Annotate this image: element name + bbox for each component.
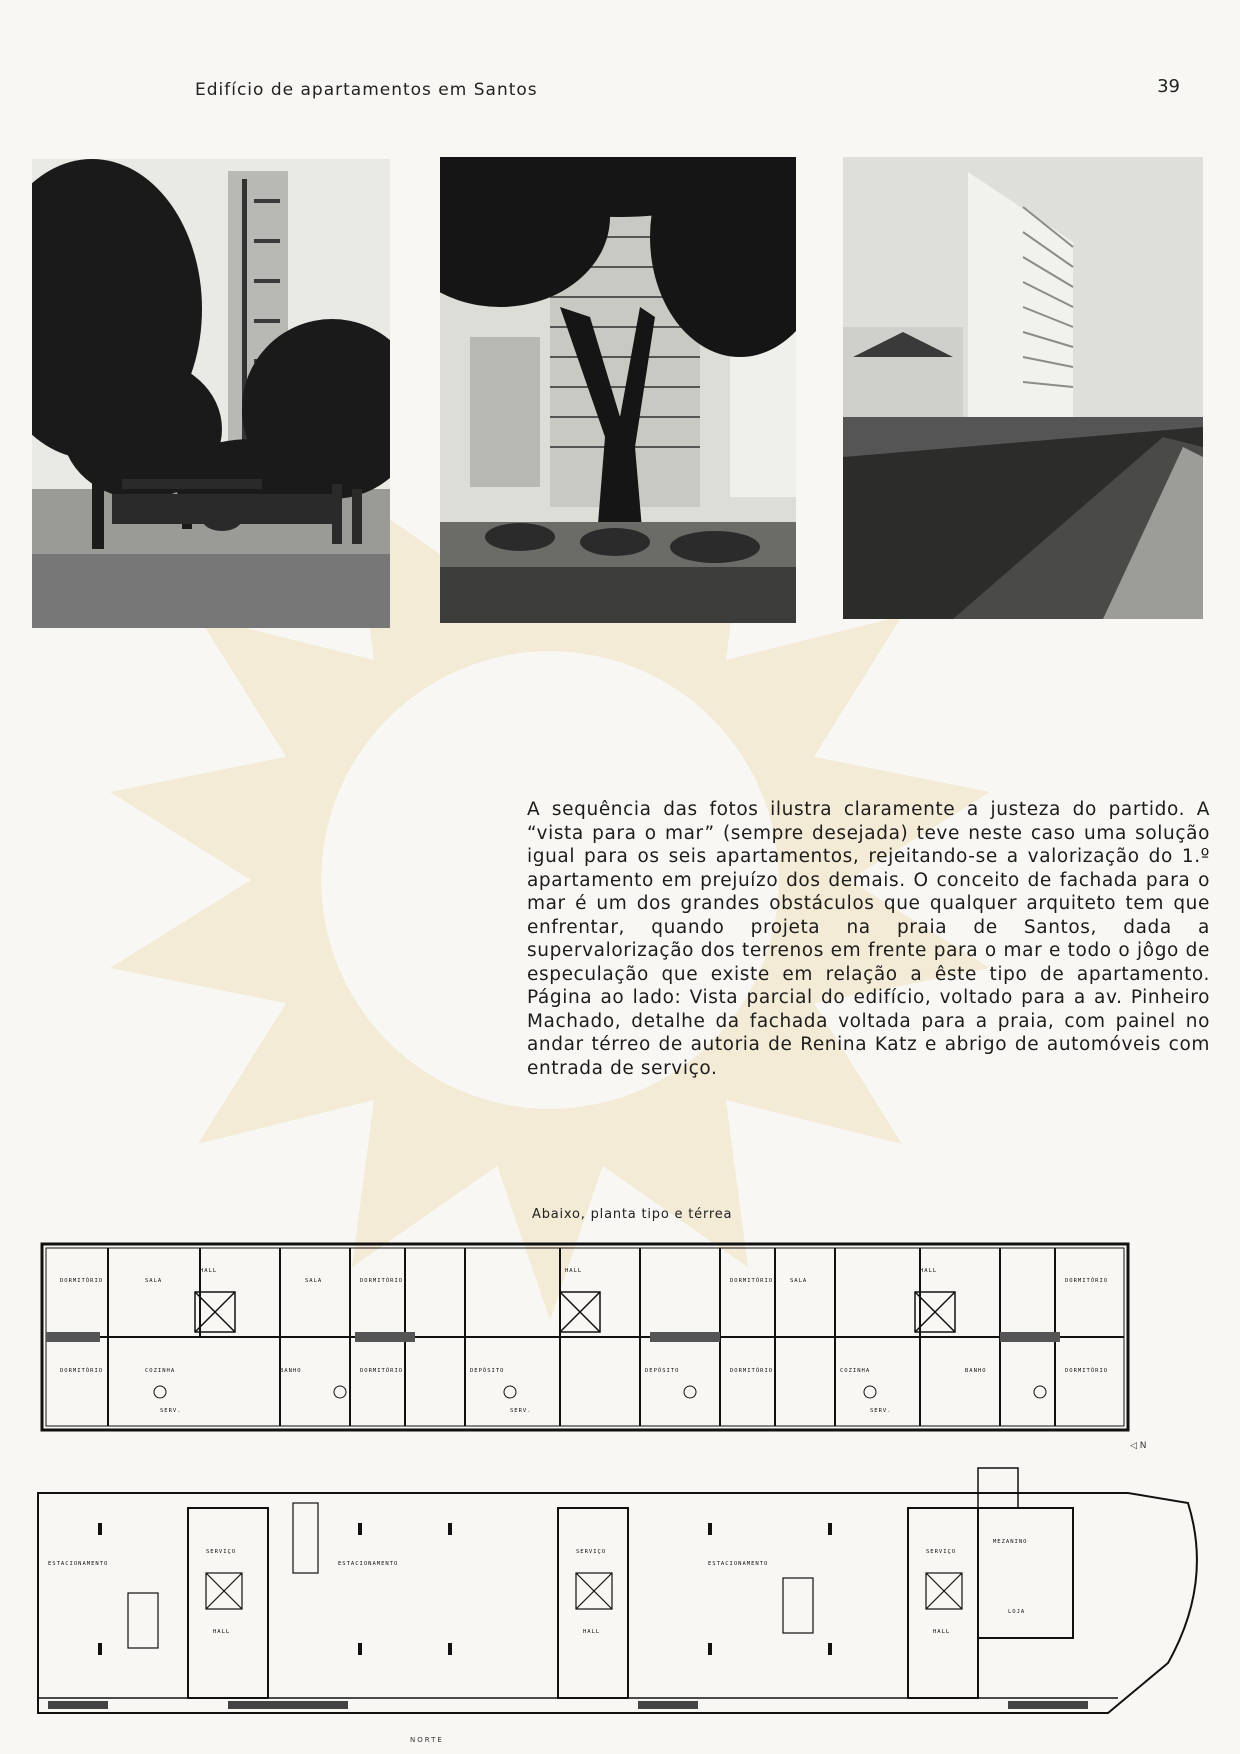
photo-building-canal (843, 157, 1203, 619)
room-label: BANHO (965, 1368, 987, 1374)
room-label: MEZANINO (993, 1539, 1028, 1545)
room-label: ESTACIONAMENTO (708, 1561, 769, 1567)
room-label: SERV. (160, 1408, 182, 1414)
plans-caption: Abaixo, planta tipo e térrea (532, 1207, 733, 1222)
north-arrow: ◁ N (1130, 1441, 1147, 1451)
room-label: DORMITÓRIO (360, 1278, 404, 1284)
typical-floor-plan (40, 1242, 1130, 1432)
room-label: DORMITÓRIO (60, 1278, 104, 1284)
room-label: SERV. (510, 1408, 532, 1414)
room-label: HALL (933, 1629, 951, 1635)
room-label: DORMITÓRIO (730, 1278, 774, 1284)
room-label: SERVIÇO (206, 1549, 237, 1555)
compass-label: NORTE (410, 1736, 444, 1744)
room-label: SERVIÇO (576, 1549, 607, 1555)
room-label: SERVIÇO (926, 1549, 957, 1555)
room-label: ESTACIONAMENTO (48, 1561, 109, 1567)
room-label: ESTACIONAMENTO (338, 1561, 399, 1567)
room-label: COZINHA (145, 1368, 176, 1374)
room-label: HALL (565, 1268, 583, 1274)
room-label: DORMITÓRIO (1065, 1368, 1109, 1374)
ground-floor-plan (28, 1463, 1238, 1738)
room-label: SALA (145, 1278, 163, 1284)
room-label: DORMITÓRIO (60, 1368, 104, 1374)
room-label: HALL (920, 1268, 938, 1274)
room-label: DORMITÓRIO (1065, 1278, 1109, 1284)
room-label: COZINHA (840, 1368, 871, 1374)
photo-tower-plaza (32, 159, 390, 628)
room-label: SERV. (870, 1408, 892, 1414)
room-label: HALL (213, 1629, 231, 1635)
room-label: DEPÓSITO (645, 1368, 680, 1374)
page-number: 39 (1157, 76, 1180, 97)
room-label: HALL (583, 1629, 601, 1635)
room-label: DORMITÓRIO (360, 1368, 404, 1374)
photo-tree-facade (440, 157, 796, 623)
room-label: HALL (200, 1268, 218, 1274)
room-label: DORMITÓRIO (730, 1368, 774, 1374)
room-label: DEPÓSITO (470, 1368, 505, 1374)
room-label: BANHO (280, 1368, 302, 1374)
room-label: LOJA (1008, 1609, 1026, 1615)
room-label: SALA (790, 1278, 808, 1284)
body-text: A sequência das fotos ilustra claramente a justeza do partido. A “vista para o mar” (sempre desejada) teve neste caso uma solução igual para os seis apartamentos, rejeitando-se a valorização do 1.º apartamento em prejuízo dos demais. O conceito de fachada para o mar é um dos grandes obstáculos que qualquer arquiteto tem que enfrentar, quando projeta na praia de Santos, dada a supervalorização dos terrenos em frente para o mar e todo o jôgo de especulação que existe em relação a êste tipo de apartamento. Página ao lado: Vista parcial do edifício, voltado para a av. Pinheiro Machado, detalhe da fachada voltada para a praia, com painel no andar térreo de autoria de Renina Katz e abrigo de automóveis com entrada de serviço. (527, 799, 1210, 1079)
room-label: SALA (305, 1278, 323, 1284)
running-head: Edifício de apartamentos em Santos (195, 80, 538, 100)
